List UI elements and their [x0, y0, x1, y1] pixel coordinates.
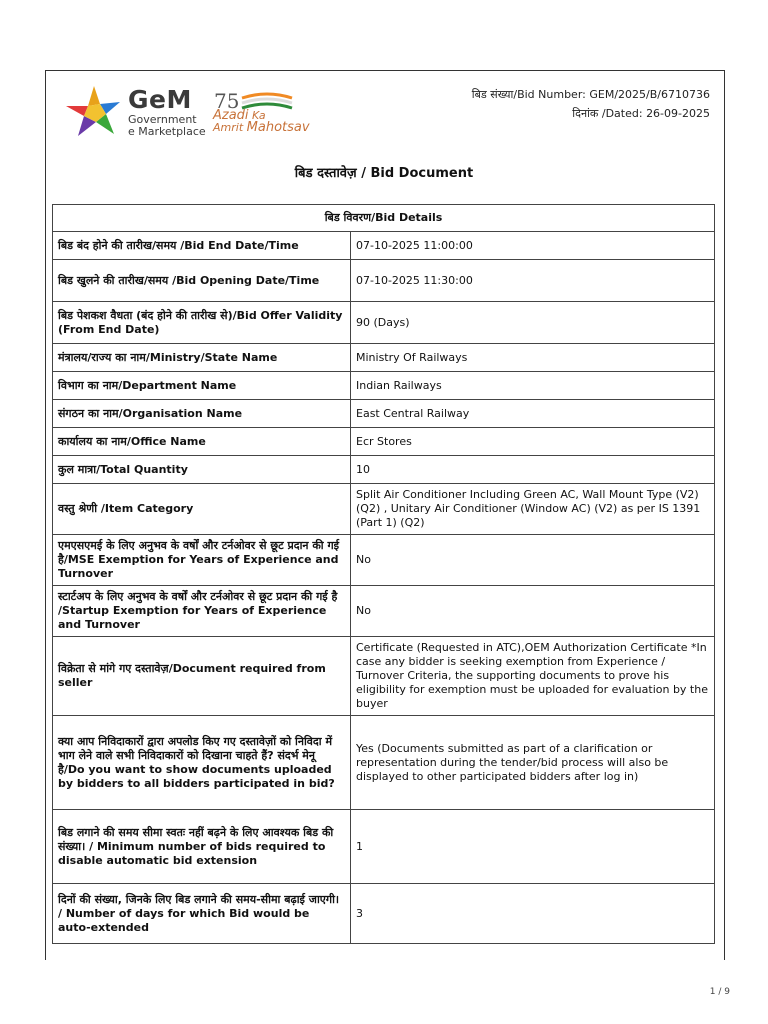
row-value: 90 (Days): [351, 302, 715, 344]
table-heading-row: [53, 205, 715, 232]
dated: 26-09-2025: [646, 107, 710, 120]
row-label: कार्यालय का नाम/Office Name: [53, 428, 351, 456]
row-label: मंत्रालय/राज्य का नाम/Ministry/State Name: [53, 344, 351, 372]
azadi-ka: Ka: [252, 109, 266, 122]
table-row: [53, 428, 715, 456]
row-label: एमएसएमई के लिए अनुभव के वर्षों और टर्नओवर से छूट प्रदान की गई है/MSE Exemption for Years of Experience and Turnover: [53, 535, 351, 586]
svg-text:75: 75: [214, 90, 240, 113]
row-label: बिड बंद होने की तारीख/समय /Bid End Date/Time: [53, 232, 351, 260]
row-label: दिनों की संख्या, जिनके लिए बिड लगाने की समय-सीमा बढ़ाई जाएगी। / Number of days for which Bid would be auto-extended: [53, 884, 351, 944]
row-label: बिड खुलने की तारीख/समय /Bid Opening Date/Time: [53, 260, 351, 302]
row-value: No: [351, 535, 715, 586]
row-value: 3: [351, 884, 715, 944]
table-row: [53, 232, 715, 260]
row-label: संगठन का नाम/Organisation Name: [53, 400, 351, 428]
row-value: East Central Railway: [351, 400, 715, 428]
table-row: [53, 716, 715, 810]
gem-logo-sub2: e Marketplace: [128, 125, 206, 138]
row-label: विक्रेता से मांगे गए दस्तावेज़/Document required from seller: [53, 637, 351, 716]
row-label: कुल मात्रा/Total Quantity: [53, 456, 351, 484]
document-title: बिड दस्तावेज़ / Bid Document: [294, 166, 474, 181]
dated-label: दिनांक /Dated:: [572, 107, 643, 120]
azadi-logo-text: [213, 110, 310, 134]
table-row: [53, 535, 715, 586]
table-row: [53, 344, 715, 372]
row-label: क्या आप निविदाकारों द्वारा अपलोड किए गए दस्तावेज़ों को निविदा में भाग लेने वाले सभी निविदाकारों को दिखाना चाहते हैं? संदर्भ मेनू है/Do you want to show documents uploaded by bidders to all bidders participated in bid?: [53, 716, 351, 810]
row-value: Ecr Stores: [351, 428, 715, 456]
table-row: [53, 884, 715, 944]
gem-logo-title: GeM: [128, 85, 192, 114]
table-heading: बिड विवरण/Bid Details: [53, 205, 715, 232]
row-value: 10: [351, 456, 715, 484]
bid-meta: [472, 85, 710, 123]
table-row: [53, 456, 715, 484]
table-row: [53, 260, 715, 302]
table-row: [53, 586, 715, 637]
bid-number-line: [472, 85, 710, 104]
row-label: वस्तु श्रेणी /Item Category: [53, 484, 351, 535]
bid-number-label: बिड संख्या/Bid Number:: [471, 88, 586, 101]
azadi-mahotsav: Mahotsav: [246, 120, 310, 135]
row-label: विभाग का नाम/Department Name: [53, 372, 351, 400]
row-value: 1: [351, 810, 715, 884]
row-value: Certificate (Requested in ATC),OEM Authorization Certificate *In case any bidder is seeking exemption from Experience / Turnover Criteria, the supporting documents to prove his eligibility for exemption must be uploaded for evaluation by the buyer: [351, 637, 715, 716]
row-value: 07-10-2025 11:30:00: [351, 260, 715, 302]
table-row: [53, 302, 715, 344]
table-row: [53, 372, 715, 400]
row-label: स्टार्टअप के लिए अनुभव के वर्षों और टर्नओवर से छूट प्रदान की गई है /Startup Exemption for Years of Experience and Turnover: [53, 586, 351, 637]
row-label: बिड लगाने की समय सीमा स्वतः नहीं बढ़ने के लिए आवश्यक बिड की संख्या। / Minimum number of bids required to disable automatic bid extension: [53, 810, 351, 884]
table-row: [53, 637, 715, 716]
row-value: Yes (Documents submitted as part of a clarification or representation during the tender/bid process will also be displayed to other participated bidders after log in): [351, 716, 715, 810]
row-label: बिड पेशकश वैधता (बंद होने की तारीख से)/Bid Offer Validity (From End Date): [53, 302, 351, 344]
azadi-line1: Azadi: [213, 108, 249, 123]
bid-number: GEM/2025/B/6710736: [589, 88, 710, 101]
row-value: Ministry Of Railways: [351, 344, 715, 372]
row-value: Indian Railways: [351, 372, 715, 400]
row-value: No: [351, 586, 715, 637]
page-number: 1 / 9: [709, 987, 730, 997]
row-value: Split Air Conditioner Including Green AC, Wall Mount Type (V2) (Q2) , Unitary Air Conditioner (Window AC) (V2) as per IS 1391 (Part 1) (Q2): [351, 484, 715, 535]
bid-details-table: [52, 204, 715, 944]
dated-line: [472, 104, 710, 123]
row-value: 07-10-2025 11:00:00: [351, 232, 715, 260]
gem-logo-text: [128, 86, 206, 138]
table-row: [53, 810, 715, 884]
table-row: [53, 484, 715, 535]
table-row: [53, 400, 715, 428]
azadi-line2: Amrit: [213, 121, 244, 134]
gem-logo-sub1: Government: [128, 113, 197, 126]
